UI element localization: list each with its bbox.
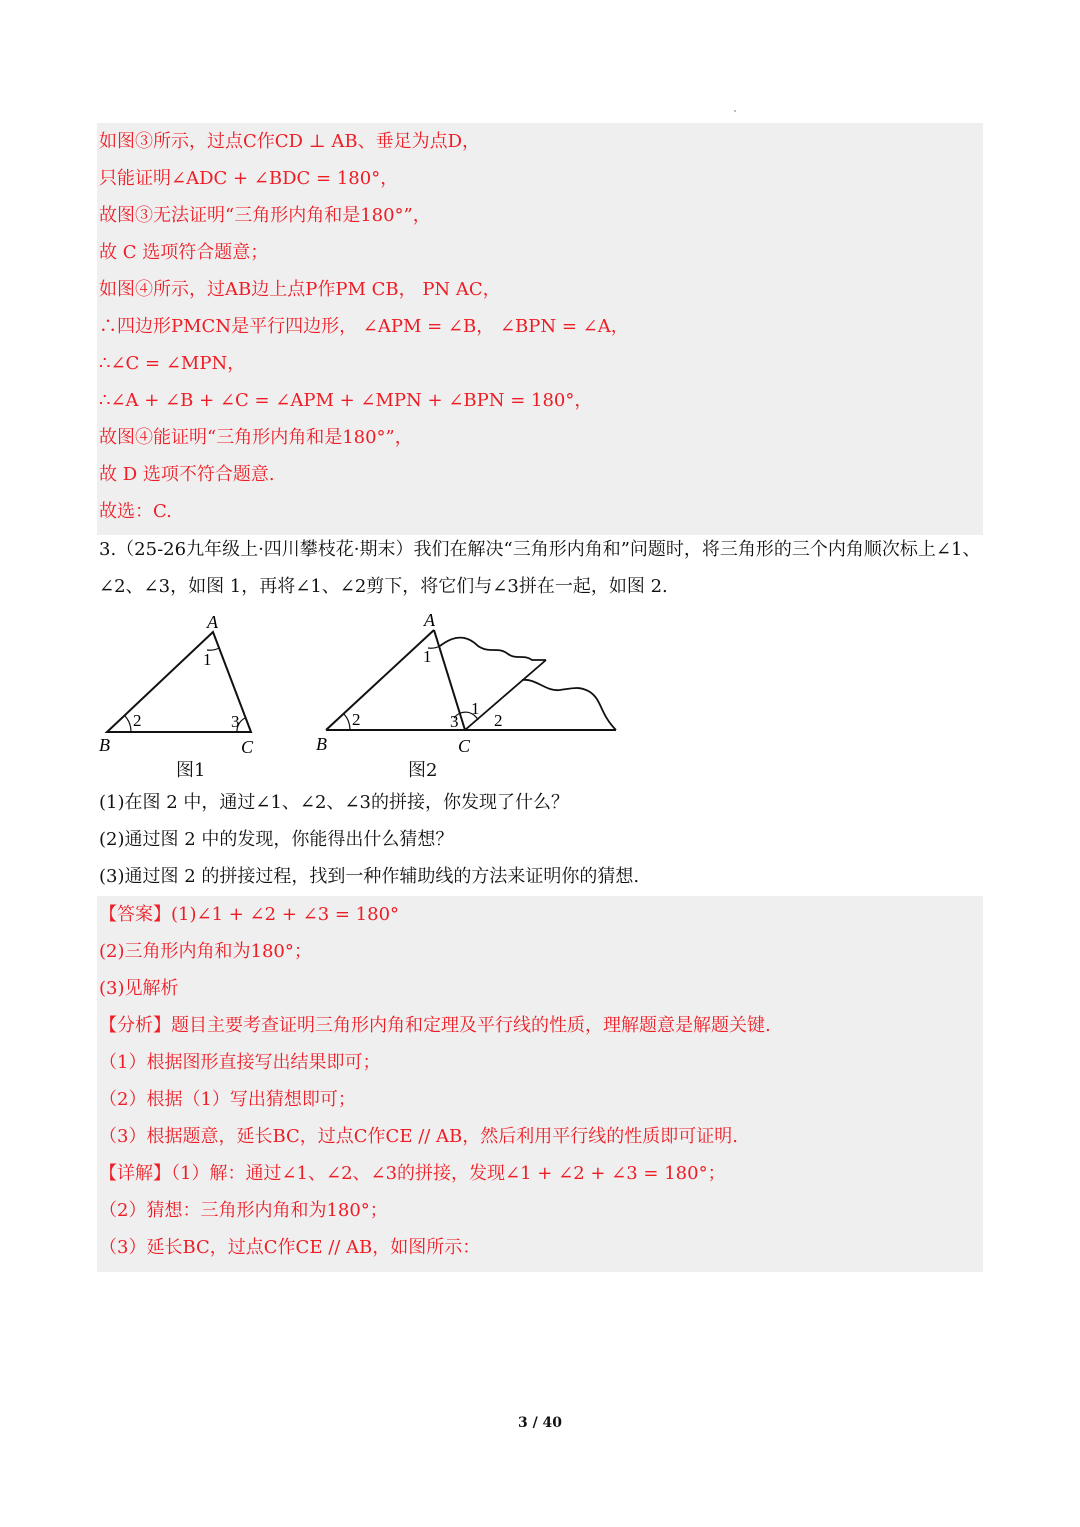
question-stem — [99, 531, 983, 605]
solution-line: 如图④所示，过AB边上点P作PM CB， PN AC， — [99, 279, 501, 300]
vertex-c-label: C — [241, 737, 254, 757]
solution-line: 故 C 选项符合题意； — [99, 242, 269, 263]
solution-line: ∴四边形PMCN是平行四边形， ∠APM = ∠B， ∠BPN = ∠A， — [99, 316, 629, 337]
answer-block — [97, 896, 983, 1272]
cut-piece-2-edge — [522, 680, 616, 730]
figure-1-triangle — [95, 610, 275, 760]
answer-line-2: (2)三角形内角和为180°； — [99, 941, 312, 962]
solution-line: 故 D 选项不符合题意. — [99, 464, 275, 485]
angle-2-arc — [125, 716, 131, 732]
angle-1-label: 1 — [423, 647, 432, 666]
speck — [734, 110, 736, 112]
angle-2-label: 2 — [133, 711, 142, 730]
detail-label: 【详解】 — [99, 1163, 171, 1184]
moved-angle-2-label: 2 — [494, 711, 503, 730]
answer-text-1: (1)∠1 + ∠2 + ∠3 = 180° — [171, 904, 400, 925]
vertex-b-label: B — [99, 735, 110, 755]
detail-line-3: （3）延长BC，过点C作CE // AB，如图所示： — [99, 1237, 481, 1258]
vertex-b-label: B — [316, 734, 327, 754]
sub-question-3: (3)通过图 2 的拼接过程，找到一种作辅助线的方法来证明你的猜想. — [99, 866, 640, 887]
solution-line: ∴∠A + ∠B + ∠C = ∠APM + ∠MPN + ∠BPN = 180°， — [99, 390, 593, 411]
answer-line-3: (3)见解析 — [99, 978, 179, 999]
solution-line: 故选：C. — [99, 501, 172, 522]
detail-text: （1）解：通过∠1、∠2、∠3的拼接，发现∠1 + ∠2 + ∠3 = 180°； — [171, 1163, 726, 1184]
sub-question-1: (1)在图 2 中，通过∠1、∠2、∠3的拼接，你发现了什么？ — [99, 792, 569, 813]
analysis-line-3: （3）根据题意，延长BC，过点C作CE // AB，然后利用平行线的性质即可证明. — [99, 1126, 738, 1147]
sub-question-2: (2)通过图 2 中的发现，你能得出什么猜想？ — [99, 829, 454, 850]
vertex-a-label: A — [207, 612, 218, 632]
page-number: 3 / 40 — [517, 1415, 563, 1431]
solution-line: 如图③所示，过点C作CD ⊥ AB、垂足为点D， — [99, 131, 481, 152]
side-ab — [326, 630, 434, 730]
angle-3-label: 3 — [450, 712, 459, 731]
analysis-label: 【分析】 — [99, 1015, 171, 1036]
question-line-1: 3.（25-26九年级上·四川攀枝花·期末）我们在解决“三角形内角和”问题时，将三角形的三个内角顺次标上∠1、 — [99, 539, 981, 560]
angle-1-label: 1 — [203, 650, 212, 669]
figure-1-caption: 图1 — [176, 760, 206, 781]
solution-block-1 — [97, 123, 983, 535]
solution-line: 故图④能证明“三角形内角和是180°”， — [99, 427, 413, 448]
figure-2-caption: 图2 — [408, 760, 438, 781]
vertex-c-label: C — [458, 736, 471, 756]
solution-line: ∴∠C = ∠MPN， — [99, 353, 246, 374]
triangle-abc — [107, 632, 251, 732]
figure-2-puzzle — [310, 608, 630, 758]
angle-2-arc — [344, 714, 350, 730]
detail-line-2: （2）猜想：三角形内角和为180°； — [99, 1200, 388, 1221]
analysis-line-1: （1）根据图形直接写出结果即可； — [99, 1052, 381, 1073]
question-line-2: ∠2、∠3，如图 1，再将∠1、∠2剪下，将它们与∠3拼在一起，如图 2. — [99, 576, 668, 597]
analysis-text: 题目主要考查证明三角形内角和定理及平行线的性质，理解题意是解题关键. — [171, 1015, 771, 1036]
sub-questions — [99, 784, 983, 895]
angle-3-label: 3 — [231, 712, 240, 731]
solution-line: 只能证明∠ADC + ∠BDC = 180°， — [99, 168, 399, 189]
angle-2-label: 2 — [352, 710, 361, 729]
cut-piece-1-edge — [440, 638, 546, 660]
analysis-line-2: （2）根据（1）写出猜想即可； — [99, 1089, 356, 1110]
answer-label: 【答案】 — [99, 904, 171, 925]
solution-line: 故图③无法证明“三角形内角和是180°”， — [99, 205, 431, 226]
moved-angle-1-label: 1 — [471, 699, 480, 718]
vertex-a-label: A — [424, 610, 435, 630]
